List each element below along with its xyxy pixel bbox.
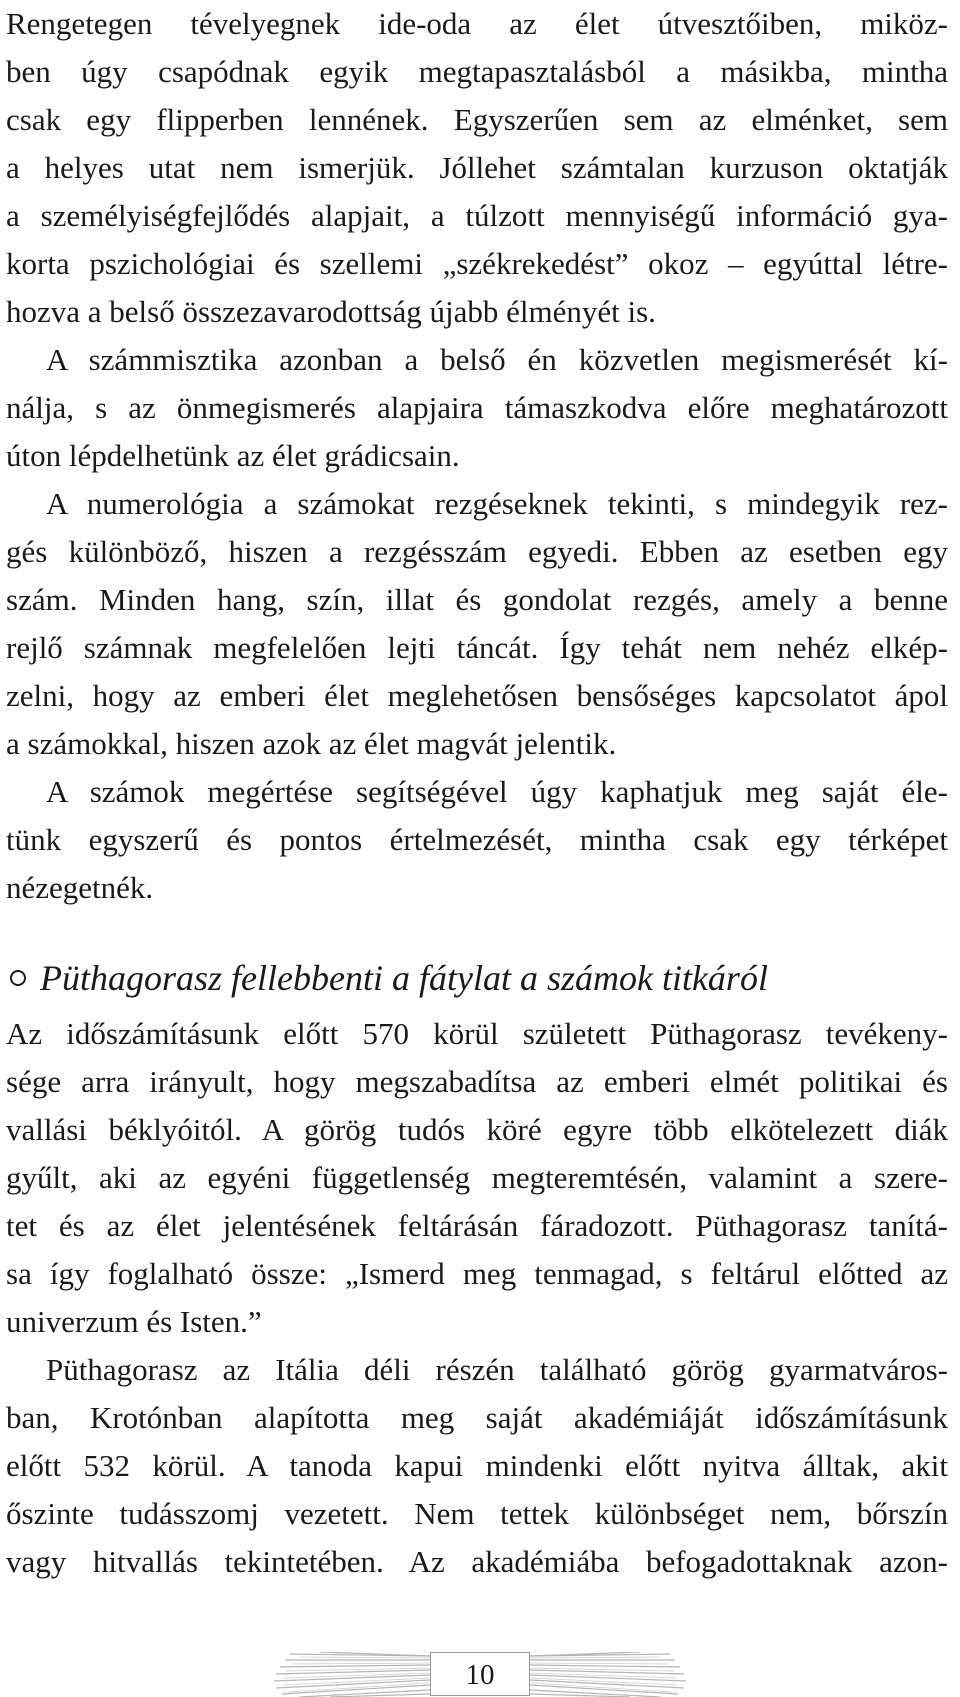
text-line: csak egy flipperben lennének. Egyszerűen sem az elménket, sem — [6, 102, 948, 137]
text-line: zelni, hogy az emberi élet meglehetősen bensőséges kapcsolatot ápol — [6, 678, 948, 713]
text-line: előtt 532 körül. A tanoda kapui mindenki előtt nyitva álltak, akit — [6, 1448, 948, 1483]
text-line: korta pszichológiai és szellemi „székrekedést” okoz – egyúttal létre- — [6, 246, 948, 281]
text-line: ban, Krotónban alapította meg saját akadémiáját időszámításunk — [6, 1400, 948, 1435]
section-heading-text: Püthagorasz fellebbenti a fátylat a számok titkáról — [40, 958, 768, 998]
text-line: szám. Minden hang, szín, illat és gondolat rezgés, amely a benne — [6, 582, 948, 617]
page-number: 10 — [430, 1652, 530, 1696]
text-line: gyűlt, aki az egyéni függetlenség megteremtésén, valamint a szere- — [6, 1160, 948, 1195]
text-line: nézegetnék. — [6, 870, 154, 905]
text-line: A számok megértése segítségével úgy kaphatjuk meg saját éle- — [46, 774, 948, 809]
text-line: Püthagorasz az Itália déli részén található görög gyarmatváros- — [46, 1352, 948, 1387]
text-line: őszinte tudásszomj vezetett. Nem tettek különbséget nem, bőrszín — [6, 1496, 948, 1531]
text-line: Az időszámításunk előtt 570 körül született Püthagorasz tevékeny- — [6, 1016, 948, 1051]
text-line: rejlő számnak megfelelően lejti táncát. Így tehát nem nehéz elkép- — [6, 630, 948, 665]
text-line: ben úgy csapódnak egyik megtapasztalásból a másikba, mintha — [6, 54, 948, 89]
circle-bullet-icon — [10, 970, 26, 986]
text-line: gés különböző, hiszen a rezgésszám egyedi. Ebben az esetben egy — [6, 534, 948, 569]
text-line: a helyes utat nem ismerjük. Jóllehet számtalan kurzuson oktatják — [6, 150, 948, 185]
section-heading — [6, 950, 948, 1006]
text-line: nálja, s az önmegismerés alapjaira támaszkodva előre meghatározott — [6, 390, 948, 425]
text-line: sa így foglalható össze: „Ismerd meg tenmagad, s feltárul előtted az — [6, 1256, 948, 1291]
text-line: vagy hitvallás tekintetében. Az akadémiába befogadottaknak azon- — [6, 1544, 948, 1579]
text-line: A számmisztika azonban a belső én közvetlen megismerését kí- — [46, 342, 948, 377]
text-line: úton lépdelhetünk az élet grádicsain. — [6, 438, 460, 473]
text-line: vallási béklyóitól. A görög tudós köré egyre több elkötelezett diák — [6, 1112, 948, 1147]
text-line: sége arra irányult, hogy megszabadítsa az emberi elmét politikai és — [6, 1064, 948, 1099]
text-line: tünk egyszerű és pontos értelmezését, mintha csak egy térképet — [6, 822, 948, 857]
text-line: A numerológia a számokat rezgéseknek tekinti, s mindegyik rez- — [46, 486, 948, 521]
text-line: hozva a belső összezavarodottság újabb élményét is. — [6, 294, 656, 329]
text-line: univerzum és Isten.” — [6, 1304, 262, 1339]
text-line: a személyiségfejlődés alapjait, a túlzott mennyiségű információ gya- — [6, 198, 948, 233]
text-line: tet és az élet jelentésének feltárásán fáradozott. Püthagorasz tanítá- — [6, 1208, 948, 1243]
page-footer — [0, 1652, 960, 1697]
text-line: Rengetegen tévelyegnek ide-oda az élet útvesztőiben, miköz- — [6, 6, 948, 41]
text-line: a számokkal, hiszen azok az élet magvát jelentik. — [6, 726, 617, 761]
